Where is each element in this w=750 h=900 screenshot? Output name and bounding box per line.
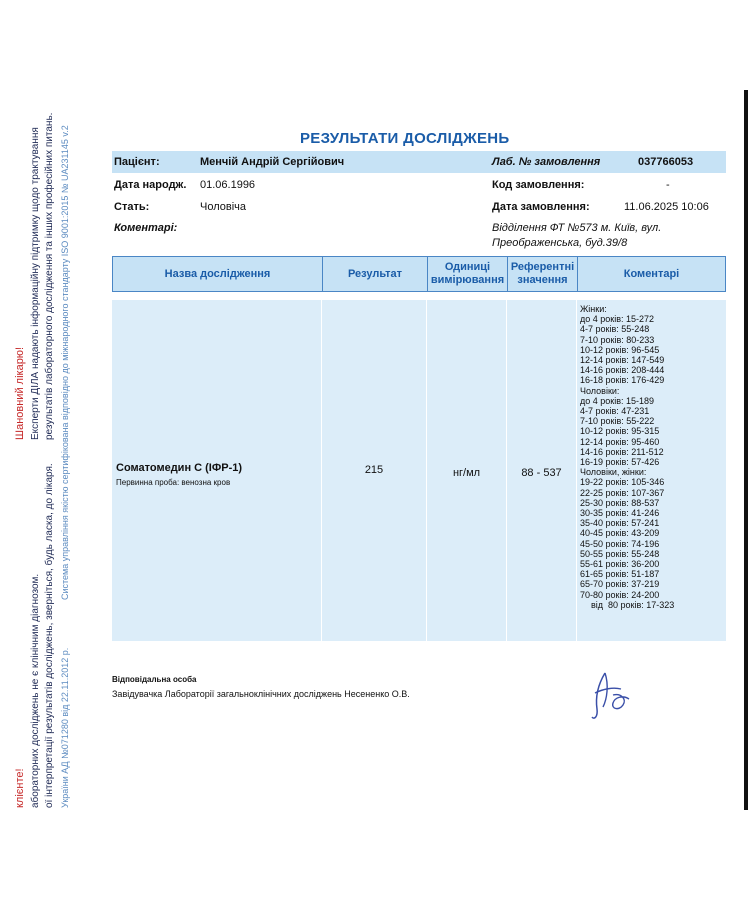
order-code-value: - <box>666 179 670 191</box>
reference-range-line: 55-61 років: 36-200 <box>580 559 660 570</box>
reference-range-line: 30-35 років: 41-246 <box>580 508 660 519</box>
right-edge-rule <box>744 90 748 810</box>
reference-range-line: Чоловіки, жінки: <box>580 467 647 478</box>
result-value: 215 <box>364 464 384 476</box>
col-header-reference: Референтні значення <box>508 257 578 291</box>
sidebar-client-greeting: клієнте! <box>14 768 26 808</box>
sex-value: Чоловіча <box>200 201 247 213</box>
reference-range-line: 65-70 років: 37-219 <box>580 579 660 590</box>
patient-label: Пацієнт: <box>114 156 160 168</box>
reference-range-line: до 4 років: 15-272 <box>580 314 655 325</box>
cell-units <box>427 300 507 641</box>
sidebar-doctor-greeting: Шановний лікарю! <box>14 346 26 440</box>
test-sample: Первинна проба: венозна кров <box>116 478 231 487</box>
sidebar-iso-note: Система управління якістю сертифікована відповідно до міжнародного стандарту ISO 9001:2015 № UA231145 v.2 <box>60 125 70 600</box>
sidebar-notes <box>0 0 90 900</box>
order-date-label: Дата замовлення: <box>492 201 590 213</box>
signature-mark <box>585 665 635 725</box>
cell-reference <box>507 300 577 641</box>
responsible-name: Завідувачка Лабораторії загальноклінічних досліджень Несененко О.В. <box>112 689 410 699</box>
col-header-comments: Коментарі <box>623 267 680 280</box>
page-title: РЕЗУЛЬТАТИ ДОСЛІДЖЕНЬ <box>300 130 510 147</box>
reference-range-line: 16-18 років: 176-429 <box>580 375 665 386</box>
reference-range-line: 7-10 років: 55-222 <box>580 416 655 427</box>
reference-range-line: 19-22 років: 105-346 <box>580 477 665 488</box>
comments-label: Коментарі: <box>114 222 178 234</box>
reference-range-line: 45-50 років: 74-196 <box>580 538 660 549</box>
order-code-label: Код замовлення: <box>492 179 585 191</box>
sidebar-license-note: України АД №071280 від 22.11.2012 р. <box>60 647 70 808</box>
cell-comments <box>577 300 726 641</box>
sidebar-client-line-2: ої інтерпретації результатів досліджень, зверніться, будь ласка, до лікаря. <box>44 463 55 808</box>
reference-ranges-list <box>580 304 674 610</box>
patient-name: Менчій Андрій Сергійович <box>200 156 345 168</box>
test-name: Соматомедин С (ІФР-1) <box>116 462 243 474</box>
reference-range-line: 14-16 років: 208-444 <box>580 365 665 376</box>
reference-range-line: 50-55 років: 55-248 <box>580 548 660 559</box>
lab-order-number: 037766053 <box>638 156 694 168</box>
reference-value: 88 - 537 <box>521 467 562 479</box>
sidebar-doctor-line-2: результатів лабораторного дослідження та інших професійних питань. <box>44 112 55 440</box>
reference-range-line: 40-45 років: 43-209 <box>580 528 660 539</box>
reference-range-line: 22-25 років: 107-367 <box>580 487 665 498</box>
reference-range-line: 10-12 років: 96-545 <box>580 344 660 355</box>
lab-order-label: Лаб. № замовлення <box>492 156 601 168</box>
col-header-name: Назва дослідження <box>113 257 323 291</box>
reference-range-line: 35-40 років: 57-241 <box>580 518 660 529</box>
dob-label: Дата народж. <box>114 179 187 191</box>
reference-range-line: 14-16 років: 211-512 <box>580 446 664 457</box>
sidebar-client-line-1: абораторних досліджень не є клінічним діагнозом. <box>30 573 41 808</box>
reference-range-line: 7-10 років: 80-233 <box>580 334 655 345</box>
reference-range-line: 4-7 років: 47-231 <box>580 406 650 417</box>
reference-range-line: Жінки: <box>580 304 607 314</box>
table-row <box>112 300 726 641</box>
reference-range-line: 25-30 років: 88-537 <box>580 497 660 508</box>
reference-range-line: 4-7 років: 55-248 <box>580 324 650 335</box>
order-date-value: 11.06.2025 10:06 <box>624 201 709 213</box>
sidebar-doctor-line-1: Експерти ДІЛА надають інформаційну підтримку щодо трактування <box>30 127 41 440</box>
branch-address-line-1: Відділення ФТ №573 м. Київ, вул. <box>492 222 662 234</box>
reference-range-line: 16-19 років: 57-426 <box>580 457 660 468</box>
col-header-units: Одиниці вимірювання <box>428 257 508 291</box>
dob-value: 01.06.1996 <box>200 179 256 191</box>
reference-range-line: 10-12 років: 95-315 <box>580 426 660 437</box>
reference-range-line: від 80 років: 17-323 <box>591 599 675 610</box>
branch-address-line-2: Преображенська, буд.39/8 <box>492 237 628 249</box>
cell-test-name <box>112 300 322 641</box>
reference-range-line: 70-80 років: 24-200 <box>580 589 660 600</box>
reference-range-line: 12-14 років: 147-549 <box>580 355 665 366</box>
results-table-header <box>112 256 726 292</box>
responsible-label: Відповідальна особа <box>112 675 197 684</box>
col-header-result: Результат <box>323 257 428 291</box>
reference-range-line: 12-14 років: 95-460 <box>580 436 660 447</box>
units-value: нг/мл <box>452 467 481 479</box>
cell-result <box>322 300 427 641</box>
reference-range-line: Чоловіки: <box>580 385 620 396</box>
reference-range-line: до 4 років: 15-189 <box>580 395 655 406</box>
reference-range-line: 61-65 років: 51-187 <box>580 569 660 580</box>
sex-label: Стать: <box>114 201 150 213</box>
